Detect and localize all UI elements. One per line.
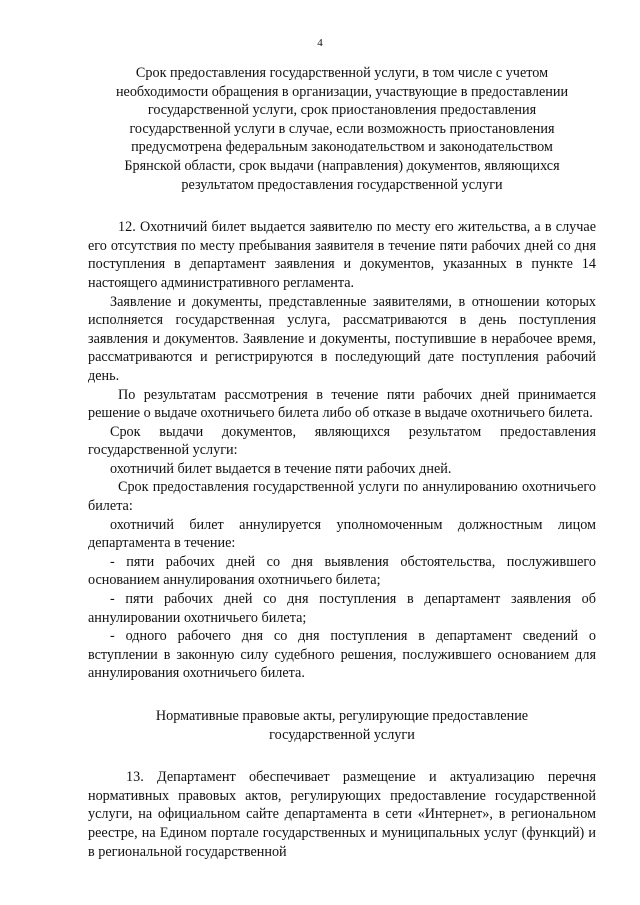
paragraph-applications-review: Заявление и документы, представленные заявителями, в отношении которых исполняется государственная услуга, рассматриваются в день поступления заявления и документов. Заявление и документы, поступившие в нерабочее время, рассматриваются и регистрируются в последующий дате поступления рабочий день. (88, 293, 596, 384)
section-heading-normative-acts (88, 707, 596, 744)
paragraph-annulment-official: охотничий билет аннулируется уполномоченным должностным лицом департамента в течение: (88, 516, 596, 552)
page-content (88, 64, 596, 861)
paragraph-decision: По результатам рассмотрения в течение пяти рабочих дней принимается решение о выдаче охотничьего билета либо об отказе в выдаче охотничьего билета. (88, 386, 596, 422)
paragraph-12: 12. Охотничий билет выдается заявителю по месту его жительства, а в случае его отсутствия по месту пребывания заявителя в течение пяти рабочих дней со дня поступления в департамент заявления и документов, указанных в пункте 14 настоящего административного регламента. (88, 219, 596, 291)
paragraph-13: 13. Департамент обеспечивает размещение и актуализацию перечня нормативных правовых актов, регулирующих предоставление государственной услуги, на официальном сайте департамента в сети «Интернет», в региональном реестре, на Едином портале государственных и муниципальных услуг (функций) и в региональной государственной (88, 769, 596, 860)
list-item-annulment-application: - пяти рабочих дней со дня поступления в департамент заявления об аннулировании охотничьего билета; (88, 591, 596, 626)
section-heading-service-terms (88, 64, 596, 194)
heading-line: государственной услуги, срок приостановления предоставления (147, 102, 537, 119)
heading-line: результатом предоставления государственной услуги (181, 176, 503, 193)
heading-line: необходимости обращения в организации, участвующие в предоставлении (115, 83, 569, 100)
heading-line: Нормативные правовые акты, регулирующие предоставление (155, 708, 529, 724)
heading-line: Срок предоставления государственной услуги, в том числе с учетом (135, 65, 549, 81)
paragraph-issue-term: Срок выдачи документов, являющихся результатом предоставления государственной услуги: (88, 423, 596, 459)
list-item-annulment-court-decision: - одного рабочего дня со дня поступления в департамент сведений о вступлении в законную силу судебного решения, послужившего основанием для аннулирования охотничьего билета. (88, 628, 596, 682)
heading-line: предусмотрена федеральным законодательством и законодательством (131, 139, 553, 156)
page-number: 4 (317, 37, 323, 49)
paragraph-annulment-term: Срок предоставления государственной услуги по аннулированию охотничьего билета: (88, 479, 596, 515)
paragraph-issue-days: охотничий билет выдается в течение пяти рабочих дней. (110, 460, 452, 477)
list-item-annulment-circumstance: - пяти рабочих дней со дня выявления обстоятельства, послужившего основанием аннулирования охотничьего билета; (88, 553, 596, 589)
heading-line: государственной услуги (269, 726, 415, 743)
heading-line: Брянской области, срок выдачи (направления) документов, являющихся (124, 157, 560, 174)
heading-line: государственной услуги в случае, если возможность приостановления (129, 120, 555, 137)
